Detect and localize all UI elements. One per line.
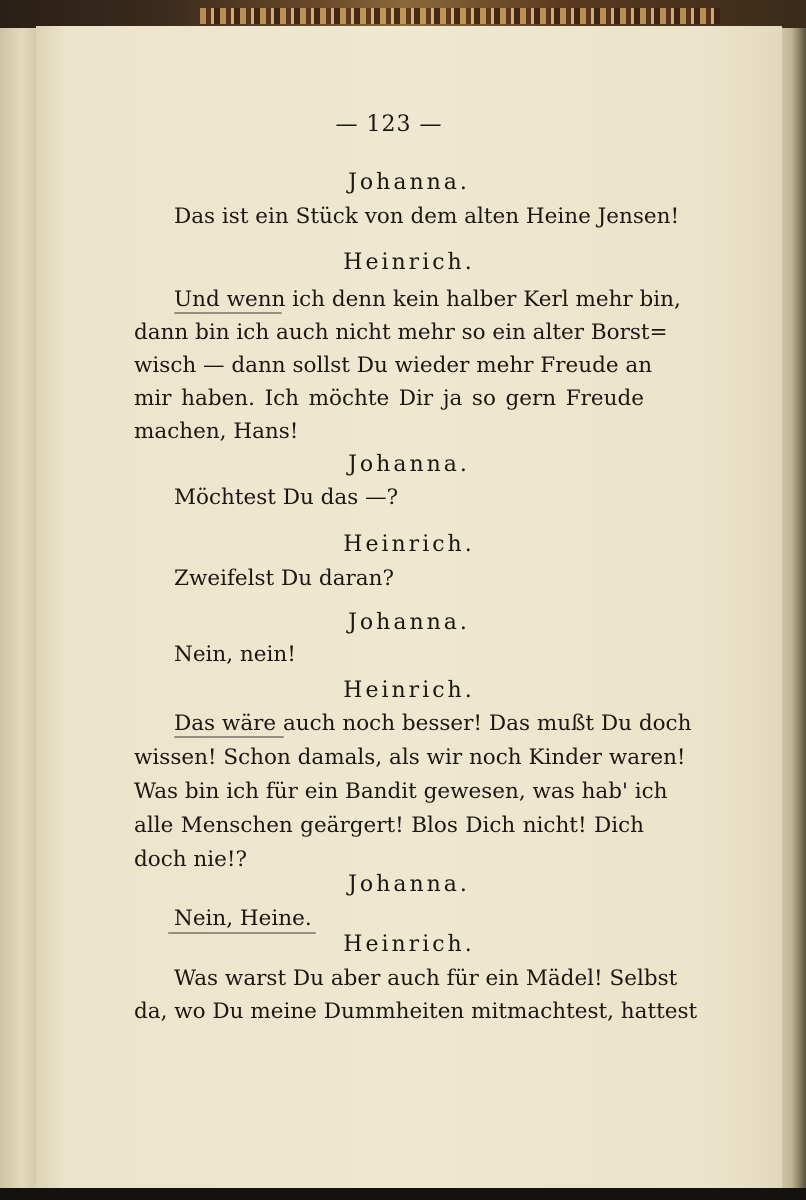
dialogue-line: Nein, nein! (174, 642, 296, 667)
dialogue-line: Was warst Du aber auch für ein Mädel! Selbst (174, 966, 678, 991)
dialogue-line: dann bin ich auch nicht mehr so ein alter Borst= (134, 320, 668, 345)
pencil-underline (174, 312, 282, 314)
speaker-name: Heinrich. (343, 678, 475, 703)
pencil-underline (168, 932, 316, 934)
left-page-edge (0, 28, 36, 1188)
page-number: — 123 — (335, 112, 443, 137)
speaker-name: Heinrich. (343, 932, 475, 957)
speaker-name: Johanna. (348, 170, 470, 195)
dialogue-line: da, wo Du meine Dummheiten mitmachtest, hattest (134, 999, 698, 1024)
pencil-underline (174, 736, 284, 738)
dialogue-line: Das ist ein Stück von dem alten Heine Jensen! (174, 204, 680, 229)
dialogue-line: Und wenn ich denn kein halber Kerl mehr bin, (174, 287, 681, 312)
speaker-name: Johanna. (348, 872, 470, 897)
dialogue-line: Was bin ich für ein Bandit gewesen, was hab' ich (134, 779, 668, 804)
dialogue-line: Das wäre auch noch besser! Das mußt Du doch (174, 711, 692, 736)
bottom-shadow (0, 1188, 806, 1200)
dialogue-line: doch nie!? (134, 847, 248, 872)
dialogue-line: wisch — dann sollst Du wieder mehr Freude an (134, 353, 653, 378)
dialogue-line: wissen! Schon damals, als wir noch Kinder waren! (134, 745, 686, 770)
speaker-name: Heinrich. (343, 250, 475, 275)
dialogue-line: Nein, Heine. (174, 906, 312, 931)
marbled-edge (200, 8, 720, 24)
speaker-name: Johanna. (348, 452, 470, 477)
dialogue-line: mir haben. Ich möchte Dir ja so gern Freude (134, 386, 644, 411)
dialogue-line: alle Menschen geärgert! Blos Dich nicht! Dich (134, 813, 644, 838)
right-page-edge (782, 28, 806, 1188)
speaker-name: Heinrich. (343, 532, 475, 557)
dialogue-line: Zweifelst Du daran? (174, 566, 394, 591)
dialogue-line: machen, Hans! (134, 419, 299, 444)
speaker-name: Johanna. (348, 610, 470, 635)
dialogue-line: Möchtest Du das —? (174, 485, 399, 510)
